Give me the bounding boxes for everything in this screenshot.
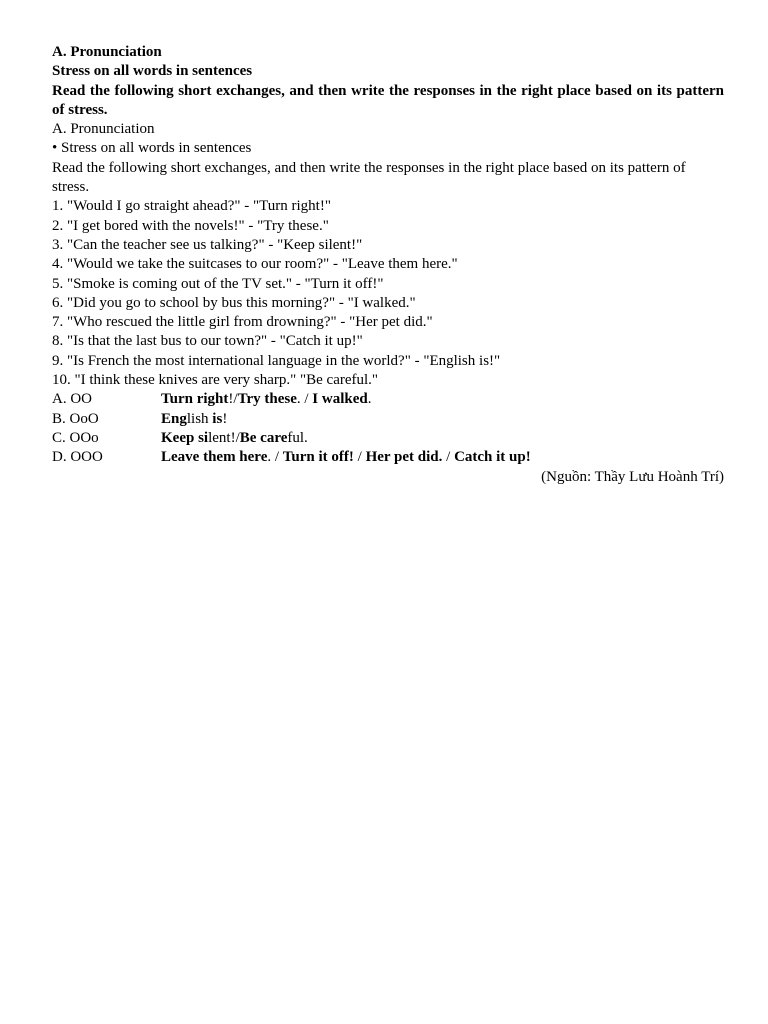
exchange-item: 10. "I think these knives are very sharp." "Be careful." xyxy=(52,372,379,389)
option-b xyxy=(52,410,724,429)
exchange-item: 2. "I get bored with the novels!" - "Try these." xyxy=(52,217,329,234)
exchange-item: 1. "Would I go straight ahead?" - "Turn right!" xyxy=(52,198,331,215)
option-label: B. OoO xyxy=(52,410,99,427)
option-label: D. OOO xyxy=(52,449,103,466)
exchange-item: 6. "Did you go to school by bus this morning?" - "I walked." xyxy=(52,294,416,311)
option-answer: Turn right!/Try these. / I walked. xyxy=(161,391,372,408)
option-d xyxy=(52,448,724,467)
option-label: A. OO xyxy=(52,391,92,408)
exchange-item: 8. "Is that the last bus to our town?" - "Catch it up!" xyxy=(52,333,363,350)
option-answer: Leave them here. / Turn it off! / Her pet did. / Catch it up! xyxy=(161,449,531,466)
exchange-item: 9. "Is French the most international language in the world?" - "English is!" xyxy=(52,352,501,369)
exchange-item: 4. "Would we take the suitcases to our room?" - "Leave them here." xyxy=(52,256,458,273)
option-answer: English is! xyxy=(161,410,228,427)
exchange-item: 7. "Who rescued the little girl from drowning?" - "Her pet did." xyxy=(52,314,433,331)
section-subtitle-repeat: • Stress on all words in sentences xyxy=(52,140,252,157)
exchange-list xyxy=(52,197,724,390)
instruction-bold: Read the following short exchanges, and then write the responses in the right place based on its pattern of stress. xyxy=(52,82,724,118)
exchange-item: 5. "Smoke is coming out of the TV set." - "Turn it off!" xyxy=(52,275,384,292)
section-subtitle: Stress on all words in sentences xyxy=(52,63,253,80)
option-answer: Keep silent!/Be careful. xyxy=(161,429,308,446)
answer-options xyxy=(52,390,724,467)
option-c xyxy=(52,429,724,448)
section-title-repeat: A. Pronunciation xyxy=(52,121,155,138)
source-credit: (Nguồn: Thầy Lưu Hoành Trí) xyxy=(541,468,724,485)
document-page xyxy=(52,43,724,487)
section-title: A. Pronunciation xyxy=(52,44,162,60)
option-label: C. OOo xyxy=(52,429,99,446)
exchange-item: 3. "Can the teacher see us talking?" - "Keep silent!" xyxy=(52,236,363,253)
instruction-plain: Read the following short exchanges, and then write the responses in the right place based on its pattern of stress. xyxy=(52,159,686,196)
option-a xyxy=(52,390,724,409)
